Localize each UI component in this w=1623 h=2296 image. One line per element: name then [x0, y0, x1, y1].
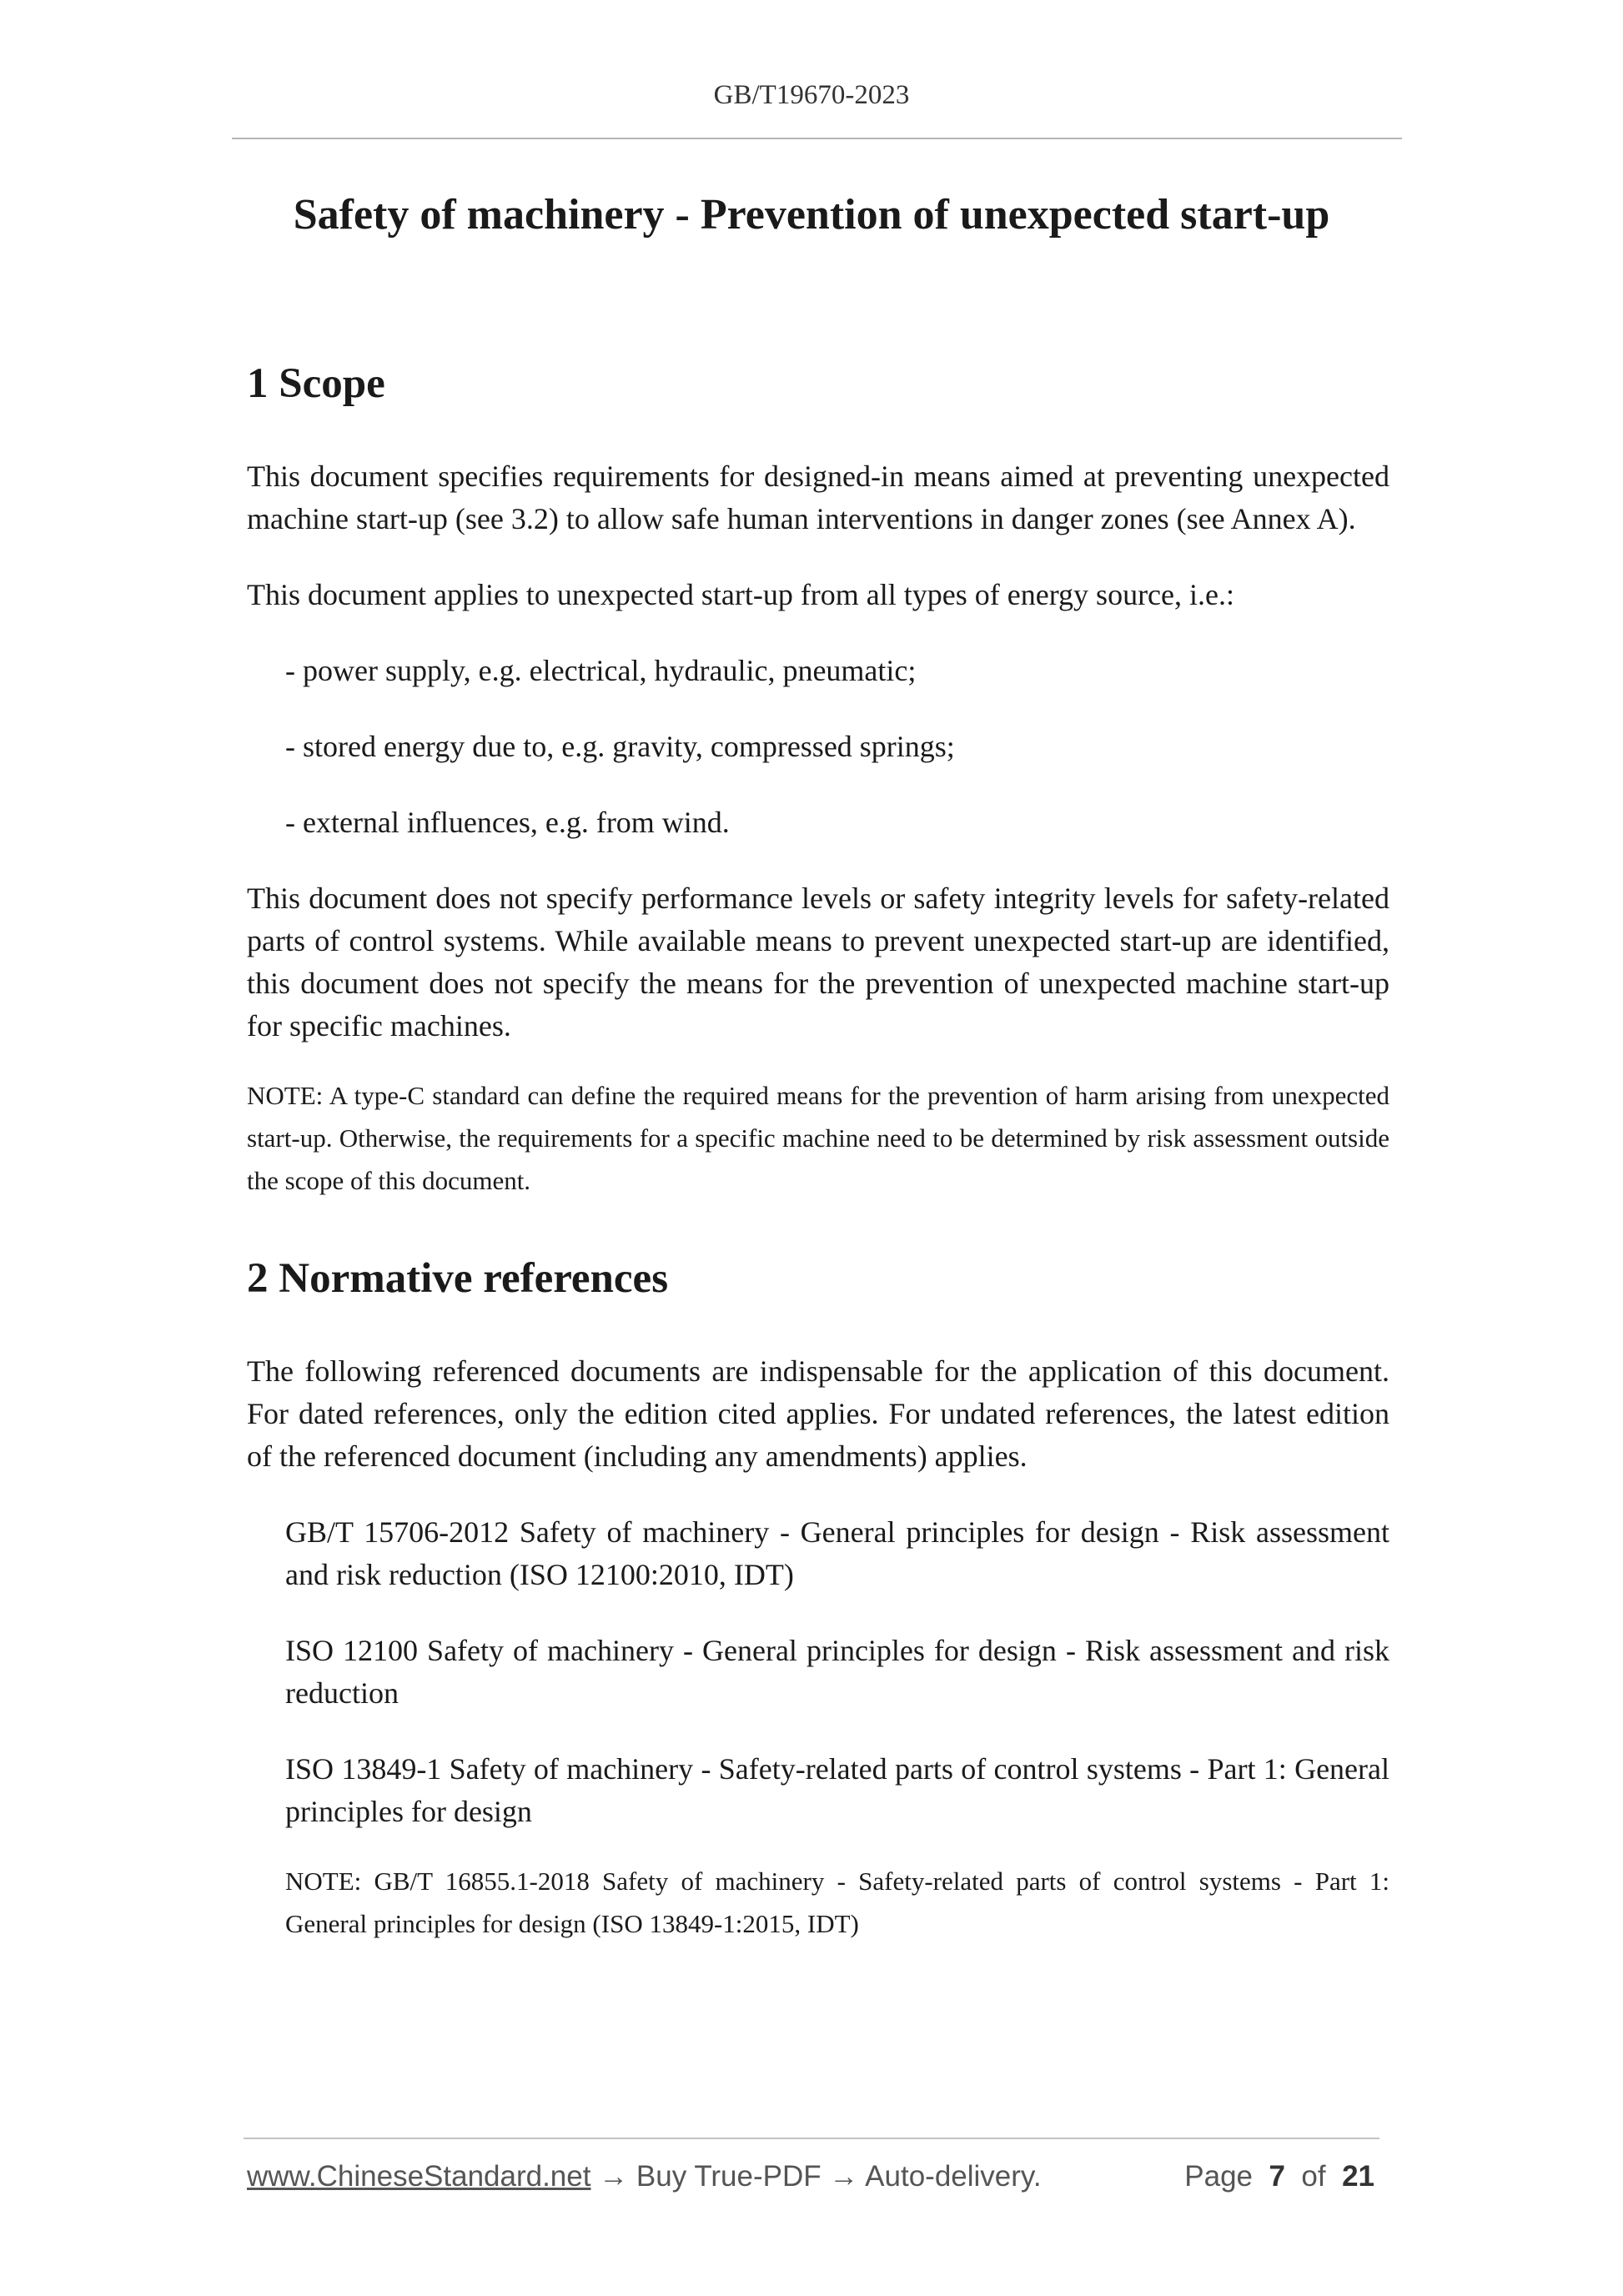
header-divider — [232, 138, 1402, 139]
page-label: Page — [1184, 2160, 1254, 2193]
reference-item: ISO 12100 Safety of machinery - General principles for design - Risk assessment and risk reduction — [285, 1634, 1389, 1711]
energy-source-item: - power supply, e.g. electrical, hydraulic, pneumatic; — [285, 654, 917, 688]
of-label: of — [1301, 2160, 1326, 2193]
document-title: Safety of machinery - Prevention of unexpected start-up — [293, 191, 1330, 239]
references-paragraph: The following referenced documents are indispensable for the application of this document. For dated references, only the edition cited applies. For undated references, the latest edition of the referenced document (including any amendments) applies. — [247, 1354, 1389, 1474]
footer-divider — [244, 2138, 1379, 2139]
page-counter — [1184, 2160, 1374, 2193]
scope-paragraph-2: This document applies to unexpected start-up from all types of energy source, i.e.: — [247, 578, 1234, 612]
page-total: 21 — [1342, 2160, 1374, 2193]
site-link[interactable]: www.ChineseStandard.net — [247, 2160, 591, 2193]
scope-paragraph-1: This document specifies requirements for designed-in means aimed at preventing unexpected machine start-up (see 3.2) to allow safe human interventions in danger zones (see Annex A). — [247, 460, 1389, 536]
page-current: 7 — [1269, 2160, 1285, 2193]
section-1-heading: 1 Scope — [247, 360, 385, 407]
footer — [247, 2160, 1383, 2202]
header-doc-code: GB/T19670-2023 — [713, 80, 910, 110]
references-note: NOTE: GB/T 16855.1-2018 Safety of machinery - Safety-related parts of control systems - Part 1: General principles for design (ISO 13849-1:2015, IDT) — [285, 1866, 1389, 1939]
scope-paragraph-3: This document does not specify performance levels or safety integrity levels for safety-related parts of control systems. While available means to prevent unexpected start-up are identified, this document does not specify the means for the prevention of unexpected machine start-up for specific machines. — [247, 882, 1389, 1043]
energy-source-item: - stored energy due to, e.g. gravity, compressed springs; — [285, 730, 955, 764]
scope-note: NOTE: A type-C standard can define the required means for the prevention of harm arising from unexpected start-up. Otherwise, the requirements for a specific machine need to be determined by risk assessment outside the scope of this document. — [247, 1081, 1389, 1196]
document-body — [247, 359, 1389, 1945]
section-2-heading: 2 Normative references — [247, 1255, 669, 1303]
footer-tagline: → Buy True-PDF → Auto-delivery. — [590, 2160, 1042, 2193]
energy-source-item: - external influences, e.g. from wind. — [285, 806, 730, 840]
reference-item: GB/T 15706-2012 Safety of machinery - General principles for design - Risk assessment and risk reduction (ISO 12100:2010, IDT) — [285, 1515, 1389, 1592]
footer-promo — [247, 2160, 1042, 2193]
reference-item: ISO 13849-1 Safety of machinery - Safety-related parts of control systems - Part 1: General principles for design — [285, 1752, 1389, 1829]
